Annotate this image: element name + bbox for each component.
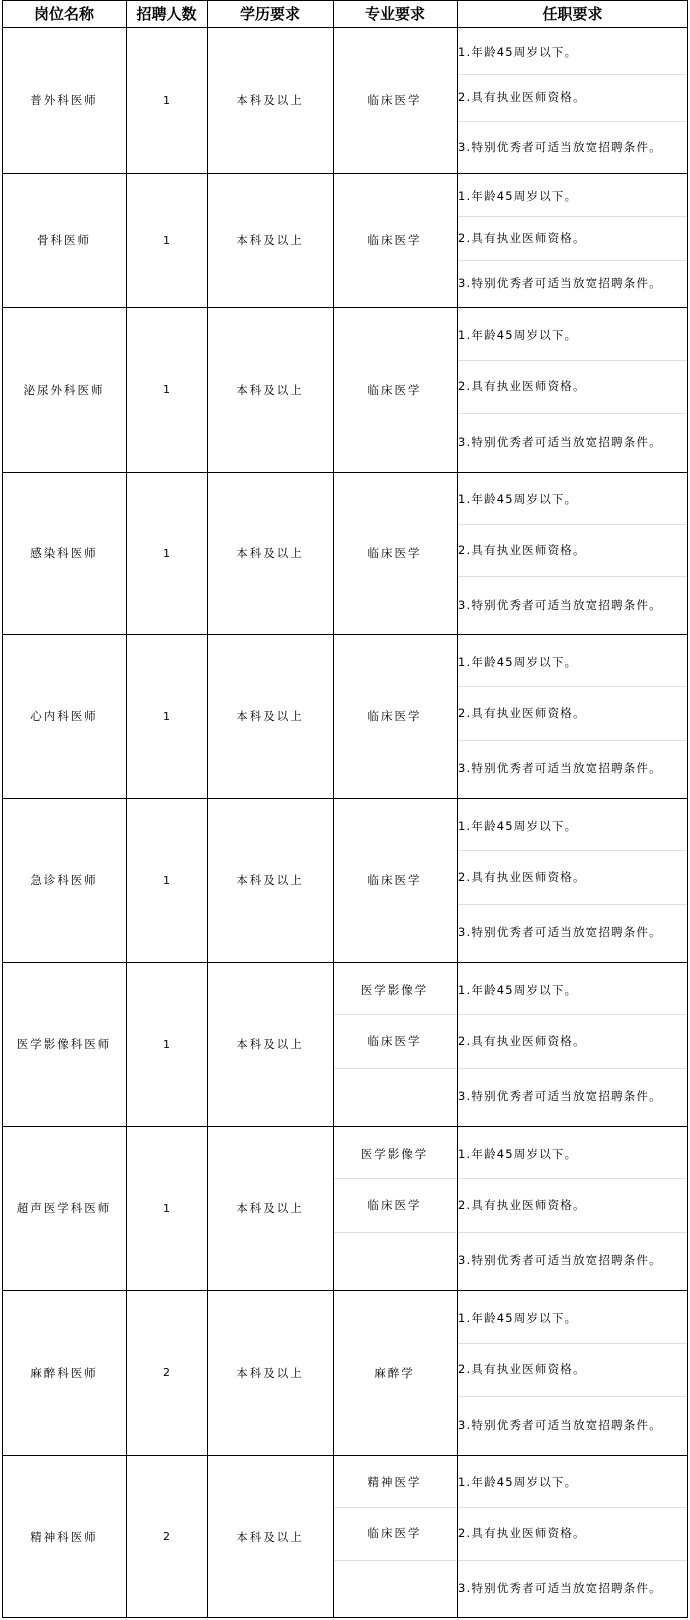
- position-name-cell: 感染科医师: [30, 546, 98, 560]
- requirement-line: 3.特别优秀者可适当放宽招聘条件。: [458, 1089, 662, 1104]
- requirement-line: 2.具有执业医师资格。: [458, 1197, 586, 1212]
- requirement-line: 1.年龄45周岁以下。: [458, 492, 578, 507]
- requirement-line: 1.年龄45周岁以下。: [458, 1475, 578, 1490]
- requirement-line: 1.年龄45周岁以下。: [458, 818, 578, 833]
- hiring-count-cell: 1: [163, 873, 170, 887]
- education-cell: 本科及以上: [236, 546, 304, 560]
- header-major: 专业要求: [364, 5, 425, 23]
- requirement-line: 3.特别优秀者可适当放宽招聘条件。: [458, 139, 662, 154]
- requirement-separator: [458, 1343, 687, 1344]
- requirement-line: 1.年龄45周岁以下。: [458, 327, 578, 342]
- header-requirements: 任职要求: [542, 5, 603, 23]
- requirement-separator: [458, 576, 687, 577]
- requirement-line: 3.特别优秀者可适当放宽招聘条件。: [458, 925, 662, 940]
- position-name-cell: 普外科医师: [30, 93, 98, 107]
- major-cell: 临床医学: [367, 546, 422, 560]
- requirement-separator: [458, 1560, 687, 1561]
- position-name-cell: 心内科医师: [30, 709, 98, 723]
- hiring-count-cell: 1: [163, 1201, 170, 1215]
- requirement-line: 3.特别优秀者可适当放宽招聘条件。: [458, 435, 662, 450]
- education-cell: 本科及以上: [236, 873, 304, 887]
- major-separator: [334, 1068, 456, 1069]
- major-cell: 临床医学: [367, 93, 422, 107]
- requirement-line: 3.特别优秀者可适当放宽招聘条件。: [458, 597, 662, 612]
- requirement-line: 1.年龄45周岁以下。: [458, 982, 578, 997]
- education-cell: 本科及以上: [236, 382, 304, 397]
- major-cell: 临床医学: [367, 1197, 422, 1212]
- position-name-cell: 骨科医师: [37, 233, 91, 247]
- position-name-cell: 医学影像科医师: [16, 1037, 112, 1051]
- requirement-separator: [458, 524, 687, 525]
- requirement-separator: [458, 850, 687, 851]
- hiring-count-cell: 1: [163, 1037, 170, 1051]
- requirement-line: 2.具有执业医师资格。: [458, 90, 586, 105]
- requirement-separator: [458, 260, 687, 261]
- major-separator: [334, 1178, 456, 1179]
- position-name-cell: 急诊科医师: [30, 873, 98, 887]
- header-education: 学历要求: [239, 5, 300, 23]
- requirement-separator: [458, 360, 687, 361]
- requirement-line: 1.年龄45周岁以下。: [458, 1146, 578, 1161]
- major-cell: 临床医学: [367, 709, 422, 723]
- requirement-line: 3.特别优秀者可适当放宽招聘条件。: [458, 1581, 662, 1596]
- major-cell: 临床医学: [367, 233, 422, 247]
- requirement-separator: [458, 1178, 687, 1179]
- requirement-line: 1.年龄45周岁以下。: [458, 44, 578, 59]
- position-name-cell: 精神科医师: [30, 1529, 98, 1544]
- requirement-separator: [458, 413, 687, 414]
- requirement-separator: [458, 1232, 687, 1233]
- hiring-count-cell: 1: [163, 546, 170, 560]
- requirement-separator: [458, 1014, 687, 1015]
- major-cell: 临床医学: [367, 873, 422, 887]
- major-cell: 医学影像学: [360, 1146, 429, 1161]
- education-cell: 本科及以上: [236, 1201, 304, 1215]
- requirement-separator: [458, 1396, 687, 1397]
- major-separator: [334, 1560, 456, 1561]
- hiring-count-cell: 1: [163, 709, 170, 723]
- requirement-line: 2.具有执业医师资格。: [458, 542, 586, 557]
- requirement-line: 1.年龄45周岁以下。: [458, 188, 578, 203]
- requirement-line: 3.特别优秀者可适当放宽招聘条件。: [458, 1418, 662, 1433]
- hiring-count-cell: 2: [163, 1366, 170, 1379]
- requirement-line: 2.具有执业医师资格。: [458, 1362, 586, 1377]
- education-cell: 本科及以上: [236, 233, 304, 247]
- education-cell: 本科及以上: [236, 1037, 304, 1051]
- requirement-separator: [458, 121, 687, 122]
- major-cell: 医学影像学: [360, 982, 429, 997]
- position-name-cell: 麻醉科医师: [30, 1365, 98, 1380]
- major-separator: [334, 1014, 456, 1015]
- header-position-name: 岗位名称: [33, 5, 94, 23]
- education-cell: 本科及以上: [236, 93, 304, 107]
- requirement-line: 3.特别优秀者可适当放宽招聘条件。: [458, 275, 662, 290]
- major-separator: [334, 1507, 456, 1508]
- major-cell: 临床医学: [367, 1526, 422, 1541]
- requirement-line: 2.具有执业医师资格。: [458, 705, 586, 720]
- requirement-line: 2.具有执业医师资格。: [458, 869, 586, 884]
- requirement-line: 2.具有执业医师资格。: [458, 1526, 586, 1541]
- position-name-cell: 泌尿外科医师: [23, 382, 105, 397]
- position-name-cell: 超声医学科医师: [16, 1201, 112, 1215]
- major-cell: 临床医学: [367, 1033, 422, 1048]
- requirement-separator: [458, 1068, 687, 1069]
- requirement-line: 3.特别优秀者可适当放宽招聘条件。: [458, 1253, 662, 1268]
- education-cell: 本科及以上: [236, 709, 304, 723]
- requirement-separator: [458, 904, 687, 905]
- major-cell: 临床医学: [367, 382, 422, 397]
- requirement-line: 1.年龄45周岁以下。: [458, 1310, 578, 1325]
- hiring-count-cell: 2: [163, 1530, 170, 1543]
- hiring-count-cell: 1: [163, 233, 170, 247]
- requirement-line: 3.特别优秀者可适当放宽招聘条件。: [458, 761, 662, 776]
- major-cell: 精神医学: [367, 1475, 422, 1490]
- major-separator: [334, 1232, 456, 1233]
- requirement-line: 2.具有执业医师资格。: [458, 379, 586, 394]
- requirement-separator: [458, 216, 687, 217]
- requirement-separator: [458, 1507, 687, 1508]
- requirement-separator: [458, 74, 687, 75]
- hiring-count-cell: 1: [163, 383, 170, 396]
- requirement-line: 2.具有执业医师资格。: [458, 230, 586, 245]
- education-cell: 本科及以上: [236, 1529, 304, 1544]
- requirement-separator: [458, 740, 687, 741]
- requirement-line: 2.具有执业医师资格。: [458, 1033, 586, 1048]
- education-cell: 本科及以上: [236, 1365, 304, 1380]
- hiring-count-cell: 1: [163, 93, 170, 107]
- requirement-line: 1.年龄45周岁以下。: [458, 654, 578, 669]
- header-hiring-count: 招聘人数: [136, 5, 197, 23]
- requirement-separator: [458, 686, 687, 687]
- major-cell: 麻醉学: [374, 1365, 415, 1380]
